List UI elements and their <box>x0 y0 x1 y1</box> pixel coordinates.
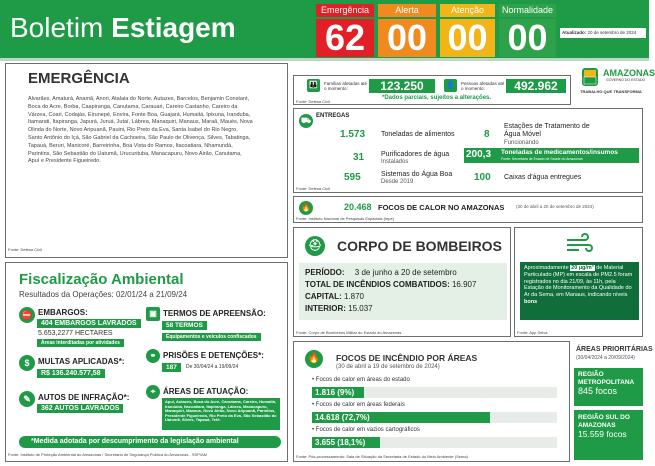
ar-level: bons <box>524 298 538 305</box>
autos-label: AUTOS DE INFRAÇÃO*: <box>38 393 130 402</box>
title-light: Boletim <box>10 12 104 43</box>
handcuffs-icon: ⚭ <box>146 349 160 363</box>
level-atencao <box>440 4 495 58</box>
pessoas-value: 492.962 <box>506 79 566 93</box>
source-text: Fonte: Instituto de Proteção Ambiental do Amazonas / Secretaria de Segurança Pública do Amazonas - SSP/AM <box>8 452 208 457</box>
document-icon: ✎ <box>19 391 35 407</box>
logo-tag: TRABALHO QUE TRANSFORMA <box>580 89 642 94</box>
medicamentos-value: 200,3 <box>466 149 492 160</box>
prisoes-value: 187 <box>162 363 181 372</box>
level-value: 62 <box>316 19 374 57</box>
fire-icon: 🔥 <box>305 350 323 368</box>
title-bold: Estiagem <box>111 12 236 43</box>
focos-calor-label: FOCOS DE CALOR NO AMAZONAS <box>378 203 505 212</box>
medicamentos-box <box>464 148 639 163</box>
areas-prioritarias-panel <box>574 341 653 462</box>
embargos-value: 404 EMBARGOS LAVRADOS <box>37 319 141 328</box>
level-alerta <box>378 4 436 58</box>
estacoes-value: 8 <box>484 129 490 140</box>
source-text: Fonte: Defesa Civil <box>8 247 42 252</box>
familias-label: Famílias afetadas até o momento: <box>324 81 368 91</box>
areas-prioritarias-period: (30/04/2024 a 20/09/2024) <box>576 355 635 361</box>
areas-label: ÁREAS DE ATUAÇÃO: <box>163 387 249 396</box>
alimentos-value: 1.573 <box>340 129 366 140</box>
regiao-sul: REGIÃO SUL DO AMAZONAS 15.559 focos <box>574 410 643 460</box>
fiscalizacao-footnote: *Medida adotada por descumprimento da legislação ambiental <box>19 436 281 448</box>
caixas-label: Caixas d'água entregues <box>504 174 582 181</box>
focos-areas-title: FOCOS DE INCÊNDIO POR ÁREAS <box>336 353 478 363</box>
agua-boa-label: Sistemas do Água Boa <box>381 171 453 178</box>
row-caption: • Focos de calor em áreas federais <box>312 402 405 408</box>
firefighter-icon: ⛑ <box>305 236 325 256</box>
embargos-label: EMBARGOS: <box>38 308 88 317</box>
updated-date: Atualizado: 20 de setembro de 2024 <box>560 28 646 38</box>
emergencia-panel <box>5 63 288 258</box>
prisoes-date: De 30/04/24 a 19/09/24 <box>186 364 239 370</box>
focos-areas-period: (30 de abril a 19 de setembro de 2024) <box>336 364 440 370</box>
fiscalizacao-subtitle: Resultados da Operações: 02/01/24 a 21/09/24 <box>19 290 188 299</box>
focos-calor-value: 20.468 <box>344 202 372 212</box>
bombeiros-title: CORPO DE BOMBEIROS <box>337 238 502 254</box>
caixas-value: 100 <box>474 172 491 183</box>
level-label: Alerta <box>378 4 436 17</box>
row-caption: • Focos de calor em vazios cartográficos <box>312 427 420 433</box>
header-bar <box>0 0 649 60</box>
wind-icon <box>565 234 595 256</box>
embargos-note: Áreas interditadas por atividades <box>37 339 124 347</box>
termos-value: 58 TERMOS <box>162 321 207 330</box>
family-icon: 👪 <box>307 79 320 92</box>
purificadores-value: 31 <box>353 152 365 163</box>
fire-icon: 🔥 <box>299 201 313 215</box>
bombeiros-panel <box>293 227 511 337</box>
pessoas-label: Pessoas afetadas até o momento: <box>461 81 505 91</box>
level-label: Normalidade <box>499 4 556 17</box>
areas-prioritarias-title: ÁREAS PRIORITÁRIAS <box>576 346 653 353</box>
logo-name: AMAZONAS <box>603 68 655 78</box>
row-value: 1.816 (9%) <box>315 388 355 397</box>
purificadores-label: Purificadores de água <box>381 151 450 158</box>
page-title <box>10 12 236 44</box>
familias-note: *Dados parciais, sujeitos a alterações. <box>382 95 492 101</box>
entregas-title: ENTREGAS <box>316 113 350 119</box>
estacoes-label: Estações de Tratamento de Água Móvel <box>504 123 590 138</box>
level-value: 00 <box>378 19 436 57</box>
fiscalizacao-panel <box>5 262 288 462</box>
row-value: 14.618 (72,7%) <box>315 413 370 422</box>
autos-value: 362 AUTOS LAVRADOS <box>37 404 123 413</box>
fiscalizacao-title: Fiscalização Ambiental <box>19 271 184 288</box>
seizure-icon: ▣ <box>146 307 160 321</box>
focos-calor-panel <box>293 196 643 223</box>
source-text: Fonte: App Selva <box>517 330 548 335</box>
medicamentos-label: Toneladas de medicamentos/insumos <box>501 149 618 156</box>
familias-value: 123.250 <box>369 79 435 93</box>
row-value: 3.655 (18,1%) <box>315 438 366 447</box>
multas-value: R$ 136.240.577,58 <box>37 369 105 378</box>
logo-sub: GOVERNO DO ESTADO <box>606 78 646 82</box>
estacoes-sub: Funcionando <box>504 140 539 146</box>
ar-info: Aproximadamente 20 µg/m³ de Material Particulado (MP) em escala de PM2.5 foram registrados no dia 21/09, às 11h, pela Estação de Monitoramento da Qualidade do Ar da Sema, em Manaus, indicando níveis bons <box>520 262 639 320</box>
multas-label: MULTAS APLICADAS*: <box>38 357 125 366</box>
alimentos-label: Toneladas de alimentos <box>381 131 455 138</box>
termos-label: TERMOS DE APREENSÃO: <box>163 309 266 318</box>
person-icon: 👤 <box>444 79 457 92</box>
areas-value: Apuí, Autazes, Boca do Acre, Canutama, Careiro, Humaitá, Iranduba, Itacoatiara, Itapiranga, Lábrea, Manacapuru, Manaquiri, Manaus, Novo Airão, Novo Aripuanã, Parintins, Presidente Figueiredo, Rio Preto da Eva, São Sebastião do Uatumã, Silves, Tapauá, Tefé. <box>162 398 280 430</box>
municipios-list: Alvarães, Amaturá, Anamã, Anori, Atalaia do Norte, Autazes, Barcelos, Benjamin Constant, Boca do Acre, Borba, Caapiranga, Canutama, Carauari, Careiro Castanho, Careiro da Várzea, Coari, Codajás, Eirunepé, Envira, Fonte Boa, Guajará, Humaitá, Ipixuna, Iranduba, Itamarati, Itapiranga, Japurá, Juruá, Jutaí, Lábrea, Manaquiri, Manaus, Maraã, Maués, Nova Olinda do Norte, Novo Aripuanã, Pauini, Rio Preto da Eva, Santa Isabel do Rio Negro, Santo Antônio do Içá, São Gabriel da Cachoeira, São Paulo de Olivença, Silves, Tabatinga, Tapauá, Beruri, Manicoré, Barreirinha, Boa Vista do Ramos, Itacoatiara, Nhamundá, Parintins, São Sebastião do Uatumã, Urucurituba, Manacapuru, Novo Airão, Canutama, Apuí e Presidente Figueiredo. <box>28 96 253 165</box>
source-text: Fonte: Instituto Nacional de Pesquisas Espaciais (Inpe) <box>296 216 395 221</box>
ar-panel <box>514 227 643 337</box>
source-text: Fonte: Corpo de Bombeiros Militar do Estado do Amazonas <box>296 330 402 335</box>
regiao-metropolitana: REGIÃO METROPOLITANA 845 focos <box>574 368 643 406</box>
bombeiros-stats: PERÍODO: 3 de junho a 20 de setembro TOTAL DE INCÊNDIOS COMBATIDOS: 16.907 CAPITAL: 1.870 INTERIOR: 15.037 <box>299 263 507 320</box>
source-text: Fonte: Pós-processamento: Sala de Situação da Secretaria de Estado do Meio Ambiente (Sema) <box>296 454 468 459</box>
level-emergencia <box>316 4 374 58</box>
level-normalidade <box>499 4 556 58</box>
emergencia-title: EMERGÊNCIA <box>28 70 130 87</box>
level-label: Atenção <box>440 4 495 17</box>
entregas-panel <box>293 108 643 193</box>
agua-boa-sub: Desde 2019 <box>381 179 414 185</box>
focos-areas-panel <box>293 341 570 462</box>
level-label: Emergência <box>316 4 374 17</box>
embargo-icon: ⛔ <box>19 307 35 323</box>
amazonas-logo-icon <box>580 66 600 88</box>
familias-panel <box>293 75 571 105</box>
truck-icon: ⛟ <box>299 114 313 128</box>
money-icon: $ <box>19 355 35 371</box>
source-text: Fonte: Defesa Civil <box>296 186 330 191</box>
map-icon: ⌖ <box>146 385 160 399</box>
row-caption: • Focos de calor em áreas do estado <box>312 377 410 383</box>
prisoes-label: PRISÕES E DETENÇÕES*: <box>163 351 264 360</box>
focos-calor-period: (30 de abril a 20 de setembro de 2024) <box>516 204 594 209</box>
medicamentos-source: Fonte: Secretaria de Estado de Saúde do Amazonas <box>501 157 583 161</box>
source-text: Fonte: Defesa Civil <box>296 99 330 104</box>
level-value: 00 <box>499 19 556 57</box>
termos-note: Equipamentos e veículos confiscados <box>162 333 261 341</box>
purificadores-sub: Instalados <box>381 159 409 165</box>
embargos-area: 5.653,2277 HECTARES <box>38 330 113 337</box>
agua-boa-value: 595 <box>344 172 361 183</box>
level-value: 00 <box>440 19 495 57</box>
ar-value: 20 µg/m³ <box>571 265 594 271</box>
